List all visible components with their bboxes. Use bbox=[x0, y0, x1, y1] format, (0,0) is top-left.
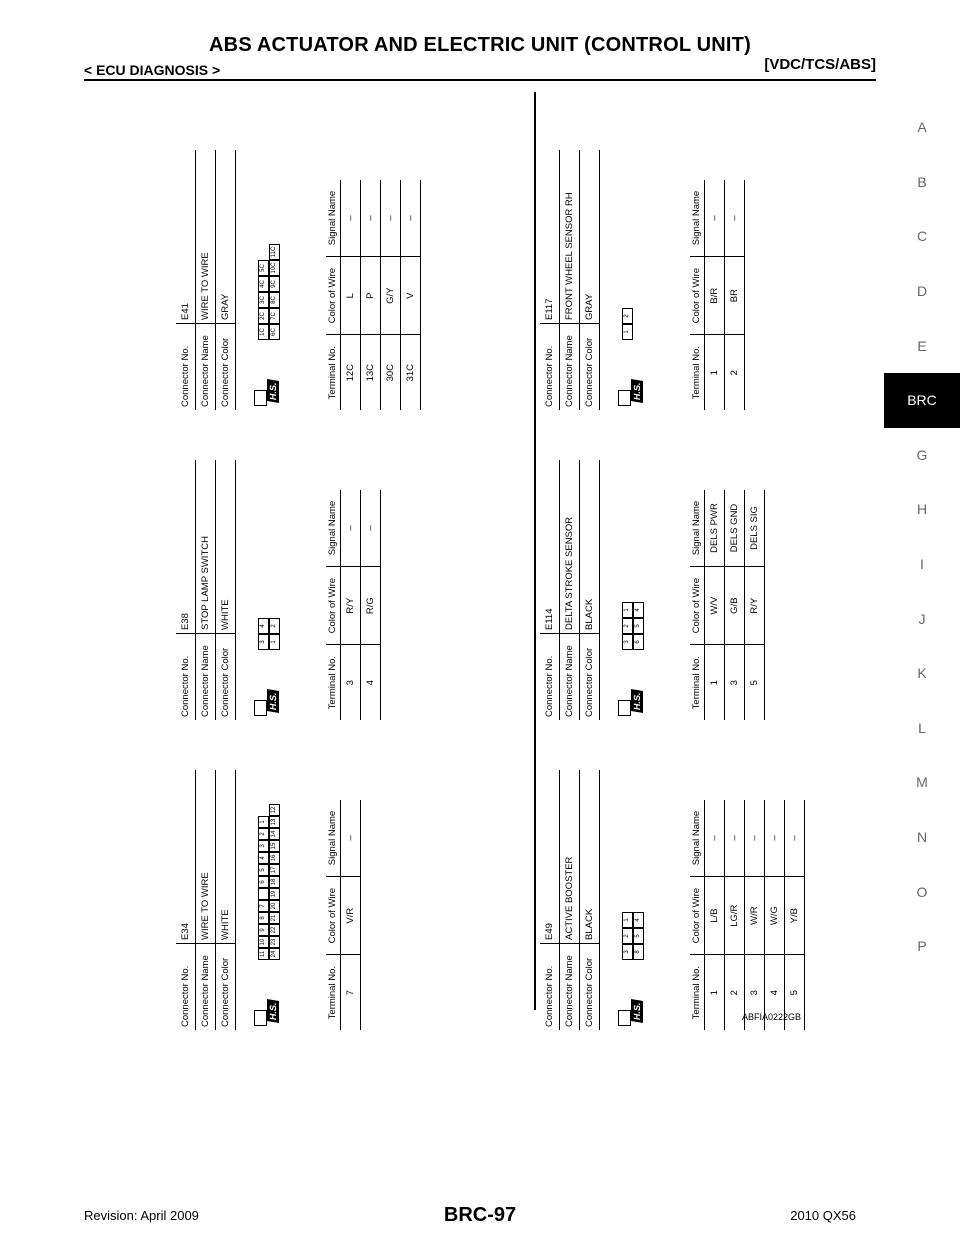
wire-color: BR bbox=[725, 256, 745, 334]
terminal-no: 30C bbox=[381, 335, 401, 410]
table-row bbox=[341, 800, 361, 1030]
terminal-cell: 18 bbox=[269, 876, 280, 888]
signal-name: – bbox=[705, 800, 725, 876]
terminal-no: 4 bbox=[361, 645, 381, 720]
connector-name-row bbox=[196, 770, 216, 1030]
terminal-table-header bbox=[326, 180, 341, 410]
connector-symbol-icon bbox=[618, 1010, 631, 1026]
terminal-cell: 7 bbox=[258, 900, 269, 912]
terminal-table-header bbox=[690, 180, 705, 410]
terminal-no: 3 bbox=[745, 955, 765, 1030]
connector-no-label: Connector No. bbox=[176, 324, 196, 411]
connector-name-label: Connector Name bbox=[560, 944, 580, 1031]
connector-symbol-icon bbox=[254, 1010, 267, 1026]
tab-k[interactable]: K bbox=[917, 665, 927, 682]
signal-name: – bbox=[361, 180, 381, 256]
terminal-cell: 11C bbox=[269, 244, 280, 260]
connector-info-table bbox=[540, 150, 600, 410]
header-color-of-wire: Color of Wire bbox=[690, 256, 705, 334]
connector-color-label: Connector Color bbox=[216, 324, 236, 411]
harness-side-icon bbox=[618, 998, 646, 1026]
table-row bbox=[705, 800, 725, 1030]
signal-name: – bbox=[765, 800, 785, 876]
signal-name: – bbox=[785, 800, 805, 876]
terminal-table-header bbox=[326, 490, 341, 720]
section-tabs bbox=[884, 100, 960, 974]
wire-color: W/G bbox=[765, 876, 785, 954]
terminal-cell: 5 bbox=[633, 618, 644, 634]
terminal-table-header bbox=[690, 490, 705, 720]
terminal-cell: 14 bbox=[269, 828, 280, 840]
connector-color-label: Connector Color bbox=[580, 634, 600, 721]
connector-color-row bbox=[216, 150, 236, 410]
connector-name-row bbox=[196, 150, 216, 410]
header-terminal-no: Terminal No. bbox=[690, 645, 705, 720]
terminal-table bbox=[326, 180, 421, 410]
wire-color: P bbox=[361, 256, 381, 334]
connector-no-row bbox=[540, 770, 560, 1030]
terminal-no: 7 bbox=[341, 955, 361, 1030]
terminal-cell: 6 bbox=[633, 634, 644, 650]
connector-no-value: E114 bbox=[540, 460, 560, 634]
wire-color: V/R bbox=[341, 876, 361, 954]
connector-block-e49 bbox=[540, 740, 802, 1030]
terminal-table bbox=[690, 490, 765, 720]
harness-side-icon bbox=[618, 378, 646, 406]
hs-label: H.S. bbox=[267, 379, 279, 403]
terminal-cell: 5C bbox=[258, 260, 269, 276]
connector-block-e38 bbox=[176, 430, 438, 720]
connector-info-table bbox=[540, 460, 600, 720]
connector-no-row bbox=[540, 150, 560, 410]
terminal-table bbox=[690, 800, 805, 1030]
signal-name: – bbox=[705, 180, 725, 256]
connector-no-value: E38 bbox=[176, 460, 196, 634]
terminal-table-header bbox=[690, 800, 705, 1030]
connector-symbol-icon bbox=[254, 700, 267, 716]
table-row bbox=[341, 490, 361, 720]
terminal-table bbox=[326, 800, 361, 1030]
tab-p[interactable]: P bbox=[917, 938, 927, 955]
terminal-cell: 23 bbox=[269, 936, 280, 948]
connector-name-row bbox=[560, 460, 580, 720]
terminal-cell: 1 bbox=[622, 602, 633, 618]
hs-label: H.S. bbox=[267, 689, 279, 713]
terminal-no: 2 bbox=[725, 955, 745, 1030]
table-row bbox=[705, 180, 725, 410]
harness-side-icon bbox=[254, 688, 282, 716]
harness-side-icon bbox=[254, 378, 282, 406]
terminal-cell: 24 bbox=[269, 948, 280, 960]
header-rule bbox=[84, 79, 876, 81]
tab-c[interactable]: C bbox=[916, 228, 928, 245]
connector-no-row bbox=[540, 460, 560, 720]
connector-no-row bbox=[176, 770, 196, 1030]
terminal-cell: 6 bbox=[258, 876, 269, 888]
header-terminal-no: Terminal No. bbox=[690, 335, 705, 410]
connector-no-value: E117 bbox=[540, 150, 560, 324]
wire-color: LG/R bbox=[725, 876, 745, 954]
header-terminal-no: Terminal No. bbox=[326, 955, 341, 1030]
terminal-no: 1 bbox=[705, 335, 725, 410]
terminal-no: 2 bbox=[725, 335, 745, 410]
harness-side-icon bbox=[618, 688, 646, 716]
terminal-no: 13C bbox=[361, 335, 381, 410]
wire-color: V bbox=[401, 256, 421, 334]
terminal-cell: 7C bbox=[269, 308, 280, 324]
signal-name: – bbox=[341, 490, 361, 566]
terminal-cell: 22 bbox=[269, 924, 280, 936]
connector-color-value: WHITE bbox=[216, 770, 236, 944]
terminal-cell: 12 bbox=[269, 804, 280, 816]
terminal-table bbox=[690, 180, 745, 410]
connector-panel-left bbox=[176, 100, 532, 1030]
header-color-of-wire: Color of Wire bbox=[326, 566, 341, 644]
header-signal-name: Signal Name bbox=[690, 490, 705, 566]
connector-info-table bbox=[176, 460, 236, 720]
connector-color-row bbox=[580, 150, 600, 410]
connector-color-row bbox=[216, 460, 236, 720]
terminal-cell: 4 bbox=[633, 912, 644, 928]
header-signal-name: Signal Name bbox=[326, 180, 341, 256]
terminal-cell: 8C bbox=[269, 292, 280, 308]
table-row bbox=[745, 490, 765, 720]
terminal-cell: 1 bbox=[622, 912, 633, 928]
terminal-cell: 1 bbox=[258, 816, 269, 828]
tab-b[interactable]: B bbox=[917, 173, 927, 190]
connector-color-value: BLACK bbox=[580, 460, 600, 634]
terminal-cell: 9C bbox=[269, 276, 280, 292]
signal-name: – bbox=[361, 490, 381, 566]
header-color-of-wire: Color of Wire bbox=[326, 256, 341, 334]
tab-e[interactable]: E bbox=[917, 337, 927, 354]
terminal-cell: 3 bbox=[622, 634, 633, 650]
wire-color: L bbox=[341, 256, 361, 334]
connector-name-value: DELTA STROKE SENSOR bbox=[560, 460, 580, 634]
connector-name-row bbox=[560, 770, 580, 1030]
table-row bbox=[705, 490, 725, 720]
connector-info-table bbox=[540, 770, 600, 1030]
signal-name: DELS SIG bbox=[745, 490, 765, 566]
table-row bbox=[765, 800, 785, 1030]
header-terminal-no: Terminal No. bbox=[690, 955, 705, 1030]
connector-name-label: Connector Name bbox=[560, 324, 580, 411]
terminal-no: 31C bbox=[401, 335, 421, 410]
terminal-cell: 15 bbox=[269, 840, 280, 852]
model-label: [VDC/TCS/ABS] bbox=[764, 56, 876, 73]
connector-no-label: Connector No. bbox=[176, 634, 196, 721]
terminal-cell: 4C bbox=[258, 276, 269, 292]
terminal-no: 5 bbox=[745, 645, 765, 720]
connector-name-label: Connector Name bbox=[560, 634, 580, 721]
terminal-cell: 3 bbox=[258, 840, 269, 852]
connector-no-row bbox=[176, 460, 196, 720]
tab-brc[interactable]: BRC bbox=[884, 373, 960, 428]
terminal-cell: 10 bbox=[258, 936, 269, 948]
header-color-of-wire: Color of Wire bbox=[326, 876, 341, 954]
terminal-cell: 2 bbox=[622, 618, 633, 634]
terminal-cell: 5 bbox=[258, 864, 269, 876]
tab-n[interactable]: N bbox=[916, 829, 928, 846]
table-row bbox=[361, 490, 381, 720]
wire-color: L/B bbox=[705, 876, 725, 954]
page-title: ABS ACTUATOR AND ELECTRIC UNIT (CONTROL UNIT) bbox=[209, 34, 751, 56]
header-signal-name: Signal Name bbox=[690, 180, 705, 256]
hs-label: H.S. bbox=[631, 689, 643, 713]
signal-name: – bbox=[381, 180, 401, 256]
footer-model-year: 2010 QX56 bbox=[790, 1208, 856, 1223]
connector-symbol-icon bbox=[254, 390, 267, 406]
column-divider bbox=[534, 92, 536, 1010]
terminal-table bbox=[326, 490, 381, 720]
terminal-cell: 19 bbox=[269, 888, 280, 900]
header-terminal-no: Terminal No. bbox=[326, 335, 341, 410]
terminal-cell: 21 bbox=[269, 912, 280, 924]
table-row bbox=[381, 180, 401, 410]
connector-color-row bbox=[580, 770, 600, 1030]
table-row bbox=[341, 180, 361, 410]
terminal-cell: 13 bbox=[269, 816, 280, 828]
wire-color: W/R bbox=[745, 876, 765, 954]
tab-o[interactable]: O bbox=[916, 883, 928, 900]
signal-name: – bbox=[341, 180, 361, 256]
connector-no-value: E41 bbox=[176, 150, 196, 324]
connector-color-value: BLACK bbox=[580, 770, 600, 944]
wire-color: Y/B bbox=[785, 876, 805, 954]
terminal-cell: 4 bbox=[633, 602, 644, 618]
connector-symbol-icon bbox=[618, 390, 631, 406]
connector-color-value: WHITE bbox=[216, 460, 236, 634]
tab-j[interactable]: J bbox=[918, 610, 926, 627]
table-row bbox=[725, 490, 745, 720]
section-label: < ECU DIAGNOSIS > bbox=[84, 62, 221, 78]
terminal-cell: 4 bbox=[258, 618, 269, 634]
signal-name: – bbox=[401, 180, 421, 256]
wire-color: R/Y bbox=[745, 566, 765, 644]
signal-name: – bbox=[725, 180, 745, 256]
terminal-cell: 10C bbox=[269, 260, 280, 276]
connector-block-e114 bbox=[540, 430, 802, 720]
connector-symbol-icon bbox=[618, 700, 631, 716]
table-row bbox=[725, 180, 745, 410]
connector-no-value: E49 bbox=[540, 770, 560, 944]
connector-no-label: Connector No. bbox=[176, 944, 196, 1031]
connector-panel-right bbox=[540, 100, 880, 1030]
header-terminal-no: Terminal No. bbox=[326, 645, 341, 720]
terminal-cell: 1 bbox=[269, 634, 280, 650]
connector-no-label: Connector No. bbox=[540, 634, 560, 721]
table-row bbox=[361, 180, 381, 410]
connector-block-e117 bbox=[540, 120, 802, 410]
terminal-cell: 3 bbox=[622, 944, 633, 960]
wire-color: R/G bbox=[361, 566, 381, 644]
tab-i[interactable]: I bbox=[920, 556, 924, 573]
connector-color-label: Connector Color bbox=[216, 634, 236, 721]
terminal-no: 3 bbox=[341, 645, 361, 720]
connector-color-row bbox=[580, 460, 600, 720]
wire-color: G/B bbox=[725, 566, 745, 644]
terminal-cell: 17 bbox=[269, 864, 280, 876]
terminal-cell: 2 bbox=[622, 308, 633, 324]
terminal-cell: 2C bbox=[258, 308, 269, 324]
wire-color: B/R bbox=[705, 256, 725, 334]
tab-m[interactable]: M bbox=[916, 774, 928, 791]
header-color-of-wire: Color of Wire bbox=[690, 566, 705, 644]
terminal-cell: 9 bbox=[258, 924, 269, 936]
connector-color-label: Connector Color bbox=[580, 324, 600, 411]
signal-name: DELS PWR bbox=[705, 490, 725, 566]
terminal-cell: 2 bbox=[258, 828, 269, 840]
signal-name: – bbox=[725, 800, 745, 876]
terminal-no: 1 bbox=[705, 645, 725, 720]
footer-revision: Revision: April 2009 bbox=[84, 1208, 199, 1223]
connector-info-table bbox=[176, 770, 236, 1030]
signal-name: – bbox=[745, 800, 765, 876]
connector-name-row bbox=[196, 460, 216, 720]
connector-name-value: STOP LAMP SWITCH bbox=[196, 460, 216, 634]
terminal-table-header bbox=[326, 800, 341, 1030]
connector-name-row bbox=[560, 150, 580, 410]
terminal-cell: 8 bbox=[258, 912, 269, 924]
hs-label: H.S. bbox=[267, 999, 279, 1023]
figure-reference: ABFIA0222GB bbox=[742, 1012, 802, 1022]
connector-block-e41 bbox=[176, 120, 438, 410]
connector-name-value: WIRE TO WIRE bbox=[196, 150, 216, 324]
header-signal-name: Signal Name bbox=[326, 800, 341, 876]
signal-name: DELS GND bbox=[725, 490, 745, 566]
terminal-cell bbox=[258, 888, 269, 900]
connector-name-label: Connector Name bbox=[196, 324, 216, 411]
connector-no-label: Connector No. bbox=[540, 324, 560, 411]
terminal-no: 5 bbox=[785, 955, 805, 1030]
table-row bbox=[785, 800, 805, 1030]
terminal-cell: 3C bbox=[258, 292, 269, 308]
terminal-cell: 6C bbox=[269, 324, 280, 340]
connector-info-table bbox=[176, 150, 236, 410]
terminal-cell: 1 bbox=[622, 324, 633, 340]
wire-color: G/Y bbox=[381, 256, 401, 334]
connector-name-value: WIRE TO WIRE bbox=[196, 770, 216, 944]
connector-color-value: GRAY bbox=[216, 150, 236, 324]
harness-side-icon bbox=[254, 998, 282, 1026]
connector-color-value: GRAY bbox=[580, 150, 600, 324]
terminal-no: 4 bbox=[765, 955, 785, 1030]
tab-h[interactable]: H bbox=[916, 501, 928, 518]
terminal-cell: 4 bbox=[258, 852, 269, 864]
terminal-cell: 11 bbox=[258, 948, 269, 960]
connector-name-value: ACTIVE BOOSTER bbox=[560, 770, 580, 944]
terminal-no: 12C bbox=[341, 335, 361, 410]
terminal-cell: 2 bbox=[269, 618, 280, 634]
connector-color-label: Connector Color bbox=[216, 944, 236, 1031]
terminal-cell: 5 bbox=[633, 928, 644, 944]
connector-name-value: FRONT WHEEL SENSOR RH bbox=[560, 150, 580, 324]
footer-page-number: BRC-97 bbox=[443, 1204, 517, 1226]
header-signal-name: Signal Name bbox=[690, 800, 705, 876]
hs-label: H.S. bbox=[631, 379, 643, 403]
terminal-cell: 2 bbox=[622, 928, 633, 944]
terminal-cell: 8 bbox=[633, 944, 644, 960]
connector-no-label: Connector No. bbox=[540, 944, 560, 1031]
tab-a[interactable]: A bbox=[917, 119, 927, 136]
connector-name-label: Connector Name bbox=[196, 634, 216, 721]
table-row bbox=[725, 800, 745, 1030]
connector-name-label: Connector Name bbox=[196, 944, 216, 1031]
table-row bbox=[401, 180, 421, 410]
terminal-no: 3 bbox=[725, 645, 745, 720]
tab-d[interactable]: D bbox=[916, 283, 928, 300]
terminal-cell: 16 bbox=[269, 852, 280, 864]
connector-color-row bbox=[216, 770, 236, 1030]
connector-no-row bbox=[176, 150, 196, 410]
terminal-no: 1 bbox=[705, 955, 725, 1030]
terminal-cell: 20 bbox=[269, 900, 280, 912]
signal-name: – bbox=[341, 800, 361, 876]
terminal-cell: 1C bbox=[258, 324, 269, 340]
connector-no-value: E34 bbox=[176, 770, 196, 944]
hs-label: H.S. bbox=[631, 999, 643, 1023]
wire-color: R/Y bbox=[341, 566, 361, 644]
wire-color: W/V bbox=[705, 566, 725, 644]
terminal-cell: 3 bbox=[258, 634, 269, 650]
header-color-of-wire: Color of Wire bbox=[690, 876, 705, 954]
tab-g[interactable]: G bbox=[916, 446, 928, 463]
connector-block-e34 bbox=[176, 740, 438, 1030]
table-row bbox=[745, 800, 765, 1030]
header-signal-name: Signal Name bbox=[326, 490, 341, 566]
connector-color-label: Connector Color bbox=[580, 944, 600, 1031]
tab-l[interactable]: L bbox=[918, 719, 926, 736]
